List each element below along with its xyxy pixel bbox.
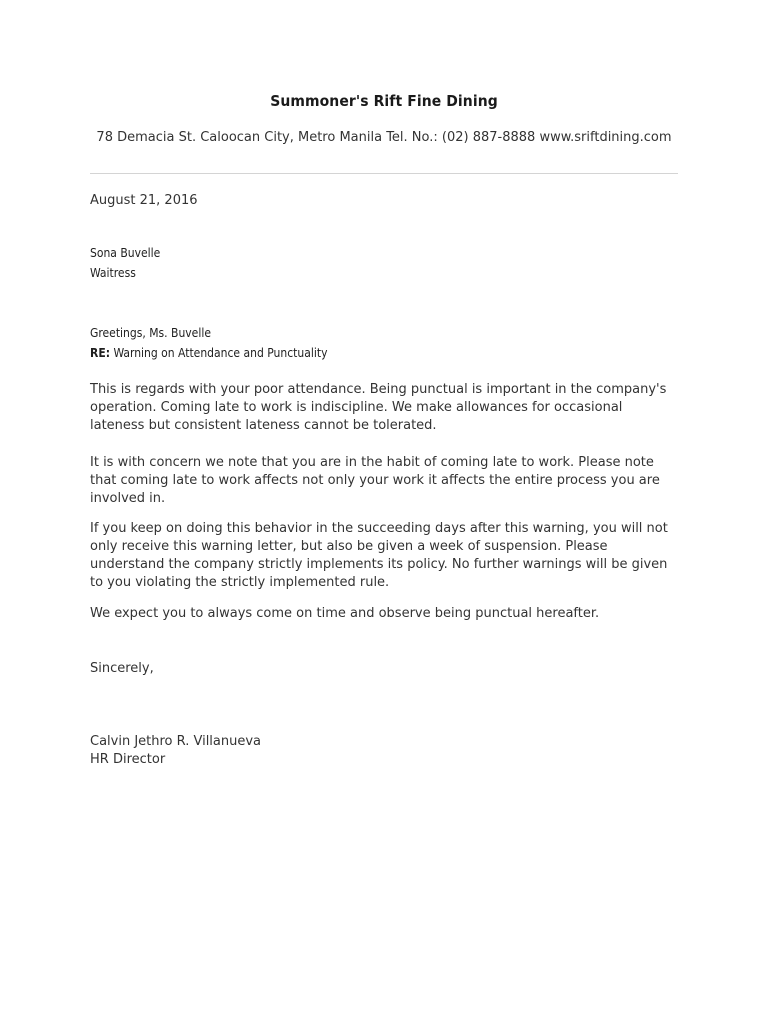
body-paragraph-3: If you keep on doing this behavior in the succeeding days after this warning, you will not only receive this warning letter, but also be given a week of suspension. Please understand the company strictly implements its policy. No further warnings will be given to you violating the strictly implemented rule. [90, 521, 668, 590]
company-name: Summoner's Rift Fine Dining [270, 92, 498, 110]
body-paragraph-1: This is regards with your poor attendance. Being punctual is important in the company's operation. Coming late to work is indiscipline. We make allowances for occasional lateness but consistent lateness cannot be tolerated. [90, 382, 667, 433]
signatory-title: HR Director [90, 752, 166, 767]
body-paragraph-2: It is with concern we note that you are in the habit of coming late to work. Please note that coming late to work affects not only your work it affects the entire process you are involved in. [90, 455, 660, 506]
greeting: Greetings, Ms. Buvelle [90, 326, 211, 340]
company-address: 78 Demacia St. Caloocan City, Metro Manila Tel. No.: (02) 887-8888 www.sriftdining.com [96, 130, 672, 145]
signatory-name: Calvin Jethro R. Villanueva [90, 734, 262, 749]
closing: Sincerely, [90, 661, 154, 676]
header-divider [90, 173, 678, 174]
recipient-name: Sona Buvelle [90, 246, 161, 260]
subject-line [90, 344, 327, 362]
recipient-position: Waitress [90, 266, 136, 280]
letter-date: August 21, 2016 [90, 193, 198, 208]
subject-prefix: RE: [90, 346, 111, 360]
subject-text: Warning on Attendance and Punctuality [110, 346, 328, 360]
body-paragraph-4: We expect you to always come on time and observe being punctual hereafter. [90, 606, 600, 621]
